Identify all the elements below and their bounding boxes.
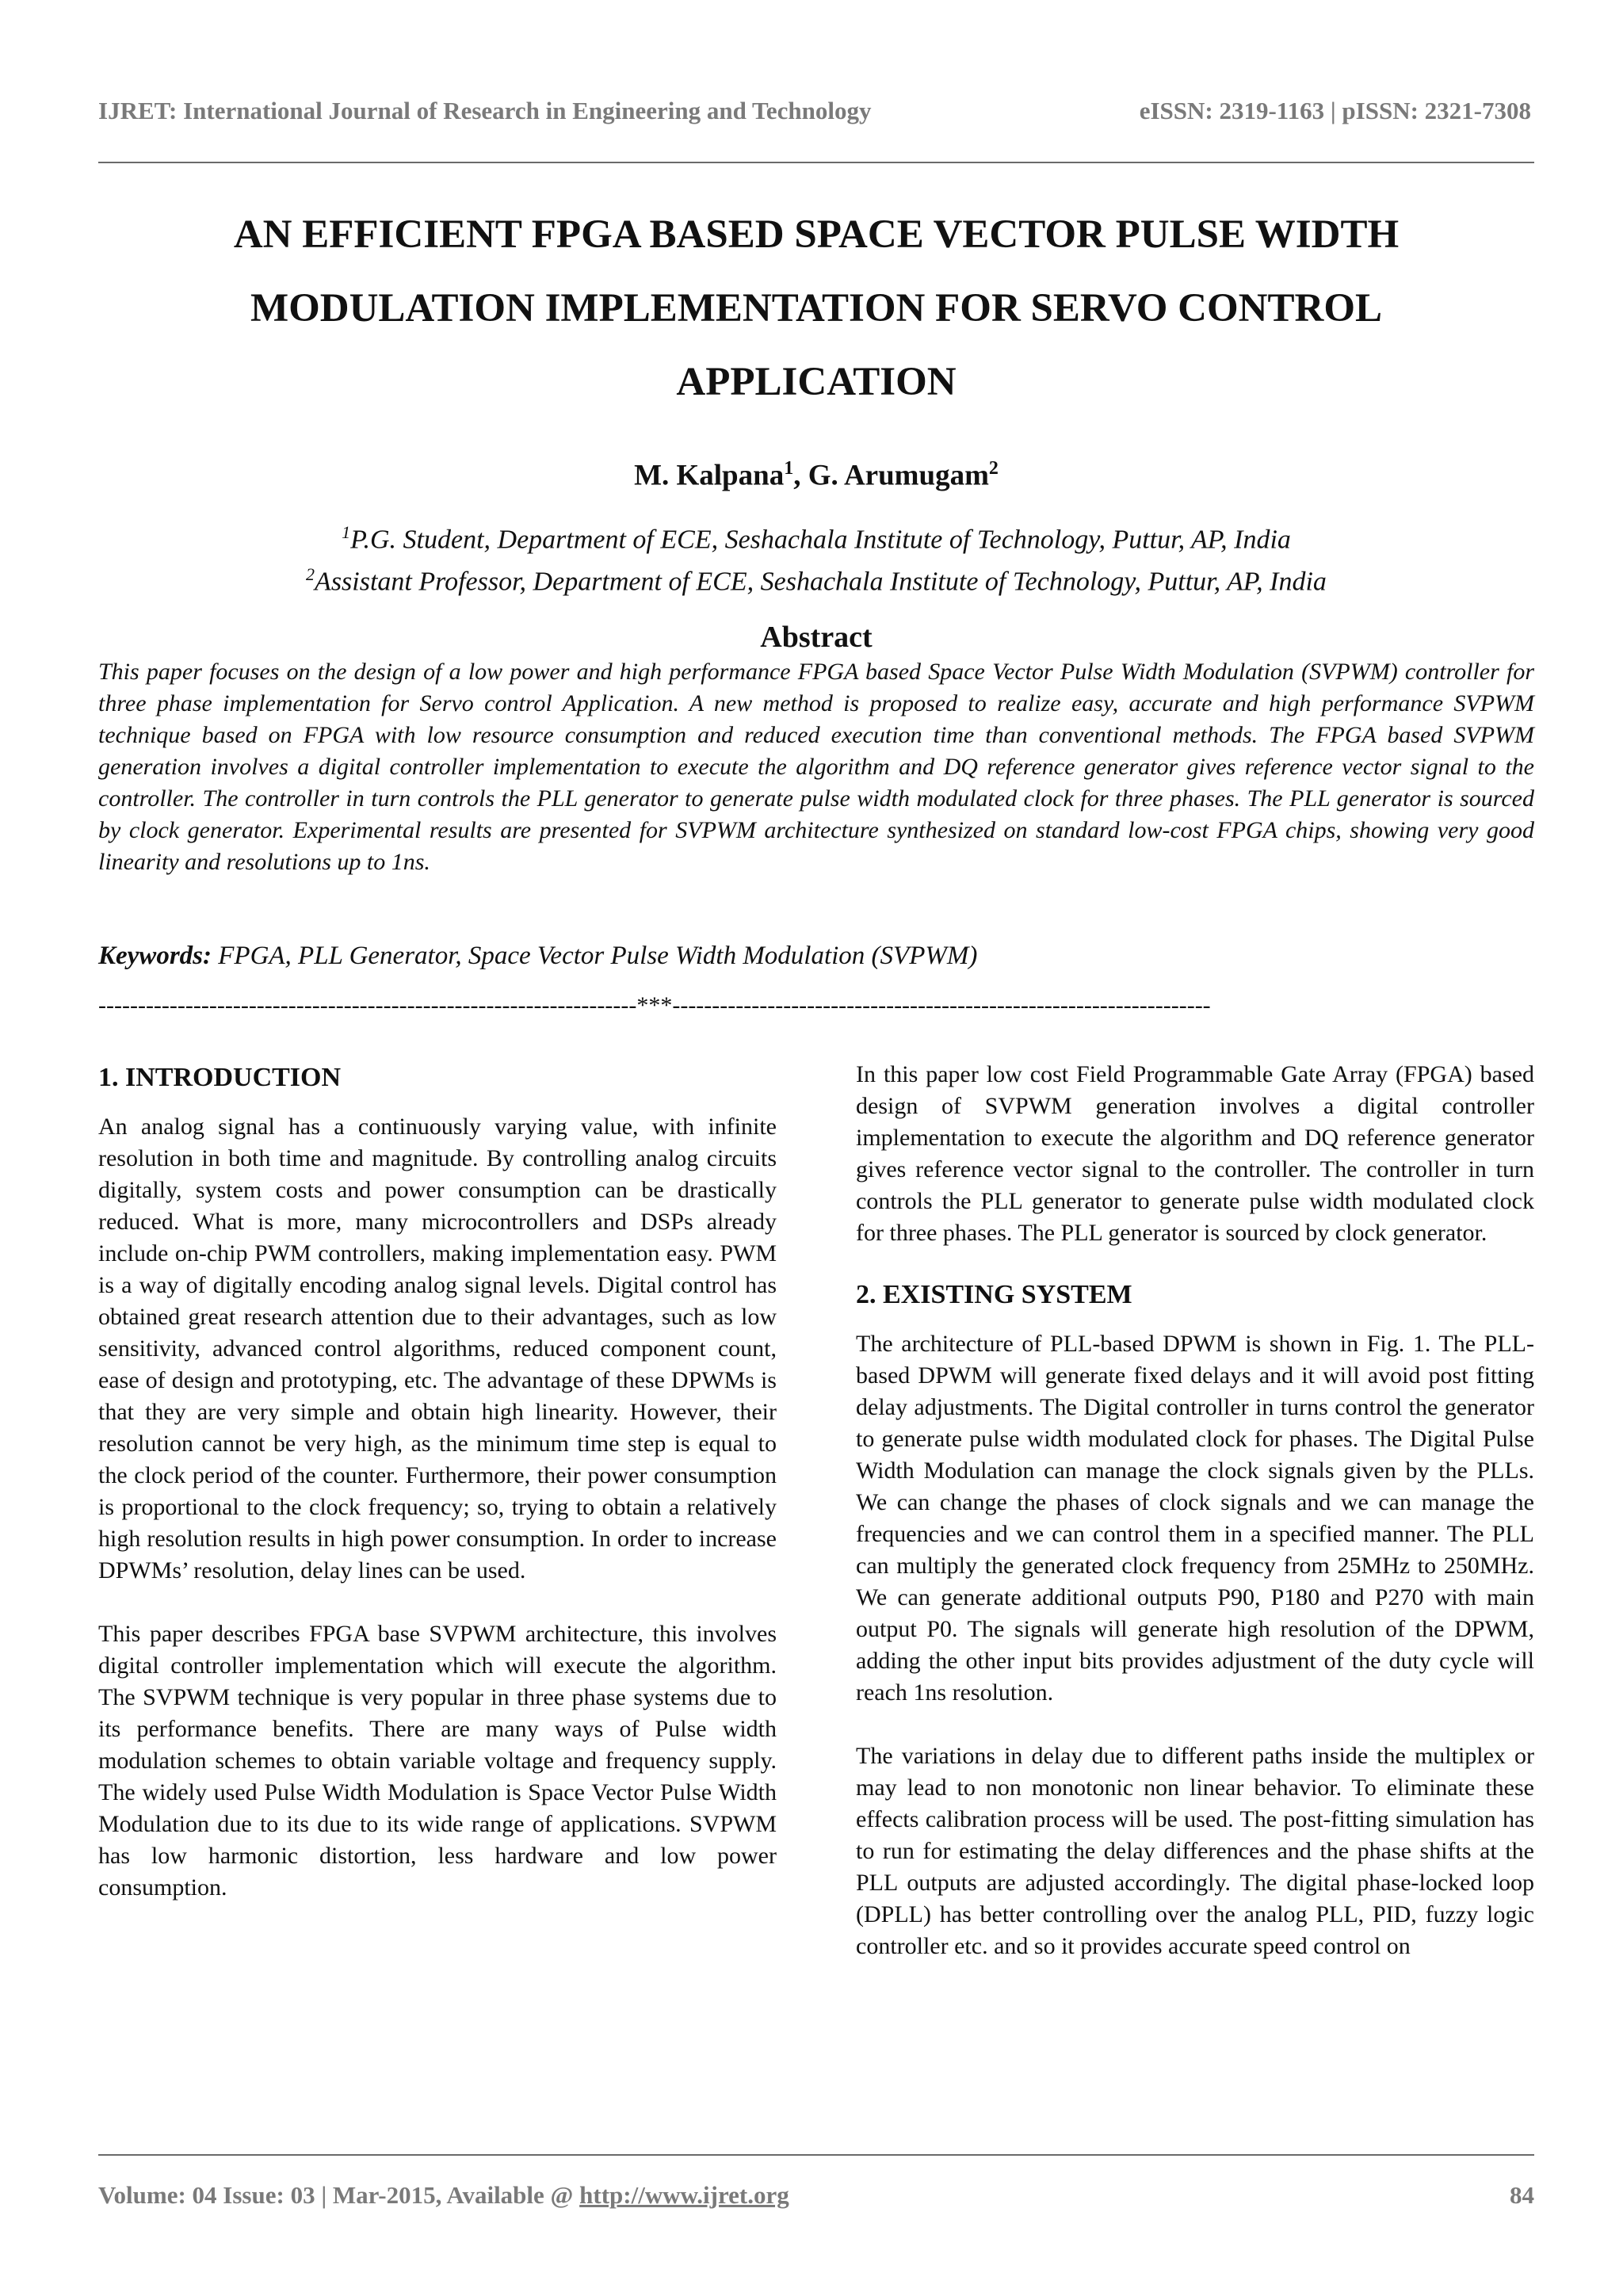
paragraph-gap [856,1709,1534,1740]
running-header [98,97,1531,135]
introduction-paragraph-2: This paper describes FPGA base SVPWM architecture, this involves digital controller implementation which will execute the algorithm. The SVPWM technique is very popular in three phase systems due to its performance benefits. There are many ways of Pulse width modulation schemes to obtain variable voltage and frequency supply. The widely used Pulse Width Modulation is Space Vector Pulse Width Modulation due to its due to its wide range of applications. SVPWM has low harmonic distortion, less hardware and low power consumption. [98,1621,777,1901]
left-column [98,1062,777,1904]
keywords [98,942,1534,971]
title-line-1: AN EFFICIENT FPGA BASED SPACE VECTOR PULSE WIDTH [233,212,1400,257]
journal-name: IJRET: International Journal of Research in Engineering and Technology [98,97,872,124]
footer-citation [98,2181,789,2210]
affiliation-1 [98,515,1534,557]
affiliation-2-mark: 2 [306,564,315,585]
footer-volume-info: Volume: 04 Issue: 03 | Mar-2015, Available @ [98,2181,580,2209]
paper-title [98,198,1534,419]
existing-system-heading: 2. EXISTING SYSTEM [856,1280,1132,1309]
affiliation-1-text: P.G. Student, Department of ECE, Seshachala Institute of Technology, Puttur, AP, India [350,525,1291,555]
title-line-3: APPLICATION [676,360,957,404]
author-1: M. Kalpana [634,459,785,492]
keywords-text: FPGA, PLL Generator, Space Vector Pulse Width Modulation (SVPWM) [212,942,978,970]
existing-system-paragraph-1: The architecture of PLL-based DPWM is shown in Fig. 1. The PLL-based DPWM will generate fixed delays and it will avoid post fitting delay adjustments. The Digital controller in turns control the generator to generate pulse width modulated clock for phases. The Digital Pulse Width Modulation can manage the clock signals given by the PLLs. We can change the phases of clock signals and we can manage the frequencies and we can control them in a specified manner. The PLL can multiply the generated clock frequency from 25MHz to 250MHz. We can generate additional outputs P90, P180 and P270 with main output P0. The signals will generate high resolution of the DPWM, adding the other input bits provides adjustment of the duty cycle will reach 1ns resolution. [856,1331,1534,1706]
section-separator: --------------------------------------------------------------------***-------------------------------------------------------------------- [98,992,1211,1018]
affiliation-1-mark: 1 [342,522,351,542]
author-2: G. Arumugam [808,459,989,492]
author-2-affiliation-mark: 2 [988,458,999,479]
right-column [856,1059,1534,1962]
author-list [98,458,1534,492]
paragraph-gap [856,1249,1534,1279]
affiliations [98,515,1534,600]
paragraph-gap [98,1587,777,1618]
running-footer [98,2181,1534,2216]
abstract-heading: Abstract [760,621,873,654]
author-separator: , [793,459,808,492]
footer-divider [98,2154,1534,2156]
abstract-text: This paper focuses on the design of a low power and high performance FPGA based Space Vector Pulse Width Modulation (SVPWM) controller for three phase implementation for Servo control Application. A new method is proposed to realize easy, accurate and high performance SVPWM technique based on FPGA with low resource consumption and reduced execution time than conventional methods. The FPGA based SVPWM generation involves a digital controller implementation to execute the algorithm and DQ reference generator gives reference vector signal to the controller. The controller in turn controls the PLL generator to generate pulse width modulated clock for three phases. The PLL generator is sourced by clock generator. Experimental results are presented for SVPWM architecture synthesized on standard low-cost FPGA chips, showing very good linearity and resolutions up to 1ns. [98,659,1534,875]
affiliation-2-text: Assistant Professor, Department of ECE, Seshachala Institute of Technology, Puttur, AP, India [315,567,1327,597]
introduction-paragraph-3: In this paper low cost Field Programmable Gate Array (FPGA) based design of SVPWM generation involves a digital controller implementation to execute the algorithm and DQ reference generator gives reference vector signal to the controller. The controller in turn controls the PLL generator to generate pulse width modulated clock for three phases. The PLL generator is sourced by clock generator. [856,1061,1534,1246]
page-number: 84 [1510,2181,1534,2209]
issn-info: eISSN: 2319-1163 | pISSN: 2321-7308 [1139,97,1531,124]
introduction-paragraph-1: An analog signal has a continuously varying value, with infinite resolution in both time and magnitude. By controlling analog circuits digitally, system costs and power consumption can be drastically reduced. What is more, many microcontrollers and DSPs already include on-chip PWM controllers, making implementation easy. PWM is a way of digitally encoding analog signal levels. Digital control has obtained great research attention due to their advantages, such as low sensitivity, advanced control algorithms, reduced component count, ease of design and prototyping, etc. The advantage of these DPWMs is that they are very simple and obtain high linearity. However, their resolution cannot be very high, as the minimum time step is equal to the clock period of the counter. Furthermore, their power consumption is proportional to the clock frequency; so, trying to obtain a relatively high resolution results in high power consumption. In order to increase DPWMs’ resolution, delay lines can be used. [98,1114,777,1584]
journal-url-link[interactable]: http://www.ijret.org [579,2181,789,2209]
title-line-2: MODULATION IMPLEMENTATION FOR SERVO CONTROL [250,286,1383,330]
existing-system-paragraph-2: The variations in delay due to different paths inside the multiplex or may lead to non monotonic non linear behavior. To eliminate these effects calibration process will be used. The post-fitting simulation has to run for estimating the delay differences and the phase shifts at the PLL outputs are adjusted accordingly. The digital phase-locked loop (DPLL) has better controlling over the analog PLL, PID, fuzzy logic controller etc. and so it provides accurate speed control on [856,1743,1534,1959]
keywords-label: Keywords: [98,942,212,970]
introduction-heading: 1. INTRODUCTION [98,1063,342,1092]
header-divider [98,162,1534,163]
author-1-affiliation-mark: 1 [784,458,794,479]
affiliation-2 [98,557,1534,599]
